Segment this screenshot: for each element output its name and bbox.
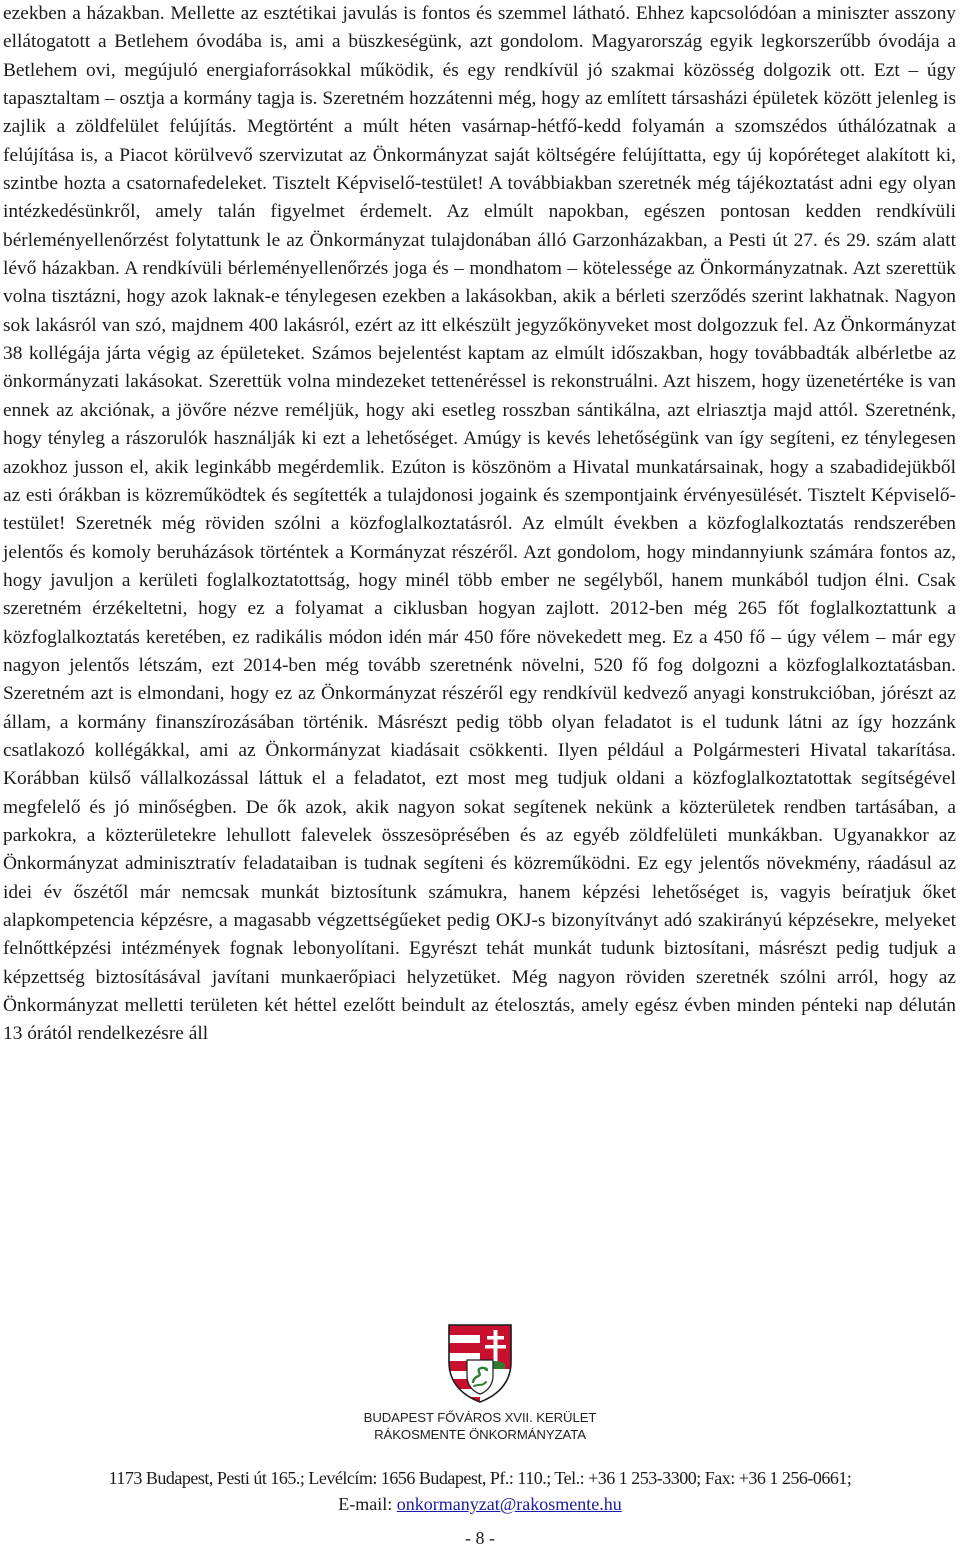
organization-name-line-2: RÁKOSMENTE ÖNKORMÁNYZATA [374,1427,586,1442]
body-text [3,0,956,1049]
email-link[interactable]: onkormanyzat@rakosmente.hu [396,1494,622,1514]
contact-email-line [0,1491,960,1517]
page-footer [0,1322,960,1550]
email-label: E-mail: [338,1494,397,1514]
organization-name-line-1: BUDAPEST FŐVÁROS XVII. KERÜLET [363,1410,597,1425]
coat-of-arms-icon [446,1322,514,1404]
contact-address: 1173 Budapest, Pesti út 165.; Levélcím: 1656 Budapest, Pf.: 110.; Tel.: +36 1 253-3300; Fax: +36 1 256-0661; [108,1468,852,1488]
body-paragraph: ezekben a házakban. Mellette az esztétikai javulás is fontos és szemmel látható. Ehhez kapcsolódóan a miniszter asszony ellátogatott a Betlehem óvodába is, ami a büszkeségünk, azt gondolom. Magyarország egyik legkorszerűbb óvodája a Betlehem ovi, megújuló energiaforrásokkal működik, és egy rendkívül jó szakmai közösség dolgozik ott. Ezt – úgy tapasztaltam – osztja a kormány tagja is. Szeretném hozzátenni még, hogy az említett társasházi épületek között jelenleg is zajlik a zöldfelület felújítás. Megtörtént a múlt héten vasárnap-hétfő-kedd folyamán a szomszédos úthálózatnak a felújítása is, a Piacot körülvevő szervizutat az Önkormányzat saját költségére felújíttatta, egy új kopóréteget alakított ki, szintbe hozta a csatornafedeleket. Tisztelt Képviselő-testület! A továbbiakban szeretnék még tájékoztatást adni egy olyan intézkedésünkről, amely talán figyelmet érdemelt. Az elmúlt napokban, egészen pontosan kedden rendkívüli bérleményellenőrzést folytattunk le az Önkormányzat tulajdonában álló Garzonházakban, a Pesti út 27. és 29. szám alatt lévő házakban. A rendkívüli bérleményellenőrzés joga és – mondhatom – kötelessége az Önkormányzatnak. Azt szerettük volna tisztázni, hogy azok laknak-e ténylegesen ezekben a lakásokban, akik a bérleti szerződés szerint lakhatnak. Nagyon sok lakásról van szó, majdnem 400 lakásról, ezért az itt elkészült jegyzőkönyveket most dolgozzuk fel. Az Önkormányzat 38 kollégája járta végig az épületeket. Számos bejelentést kaptam az elmúlt időszakban, hogy továbbadták albérletbe az önkormányzati lakásokat. Szerettük volna mindezeket tettenéréssel is rekonstruálni. Azt hiszem, hogy üzenetértéke is van ennek az akciónak, a jövőre nézve reméljük, hogy aki esetleg rosszban sántikálna, azt elriasztja majd attól. Szeretnénk, hogy tényleg a rászorulók használják ki ezt a lehetőséget. Amúgy is kevés lehetőségünk van így segíteni, ez ténylegesen azokhoz jusson el, akik leginkább megérdemlik. Ezúton is köszönöm a Hivatal munkatársainak, hogy a szabadidejükből az esti órákban is közreműködtek és segítették a tulajdonosi jogaink és szempontjaink érvényesülését. Tisztelt Képviselő-testület! Szeretnék még röviden szólni a közfoglalkoztatásról. Az elmúlt években a közfoglalkoztatás rendszerében jelentős és komoly beruházások történtek a Kormányzat részéről. Azt gondolom, hogy mindannyiunk számára fontos az, hogy javuljon a kerületi foglalkoztatottság, hogy minél több ember ne segélyből, hanem munkából tudjon élni. Csak szeretném érzékeltetni, hogy ez a folyamat a ciklusban hogyan zajlott. 2012-ben még 265 főt foglalkoztattunk a közfoglalkoztatás keretében, ez radikális módon idén már 450 főre növekedett meg. Ez a 450 fő – úgy vélem – már egy nagyon jelentős létszám, ezt 2014-ben még tovább szeretnénk növelni, 520 fő fog dolgozni a közfoglalkoztatásban. Szeretném azt is elmondani, hogy ez az Önkormányzat részéről egy rendkívül kedvező anyagi konstrukcióban, jórészt az állam, a kormány finanszírozásában történik. Másrészt pedig több olyan feladatot is el tudunk látni az így hozzánk csatlakozó kollégákkal, ami az Önkormányzat kiadásait csökkenti. Ilyen például a Polgármesteri Hivatal takarítása. Korábban külső vállalkozással láttuk el a feladatot, ezt most meg tudjuk oldani a közfoglalkoztatottak segítségével megfelelő és jó minőségben. De ők azok, akik nagyon sokat segítenek nekünk a közterületek rendben tartásában, a parkokra, a közterületekre lehullott falevelek összesöprésében és az egyéb zöldfelületi munkákban. Ugyanakkor az Önkormányzat adminisztratív feladataiban is tudnak segíteni és közreműködni. Ez egy jelentős növekmény, ráadásul az idei év őszétől már nemcsak munkát biztosítunk számukra, hanem képzési lehetőséget is, vagyis beíratjuk őket alapkompetencia képzésre, a magasabb végzettségűeket pedig OKJ-s bizonyítványt adó szakirányú képzésekre, melyeket felnőttképzési intézmények fognak lebonyolítani. Egyrészt tehát munkát tudunk biztosítani, másrészt pedig tudjuk a képzettség biztosításával javítani munkaerőpiaci helyzetüket. Még nagyon röviden szeretnék szólni arról, hogy az Önkormányzat melletti területen két héttel ezelőtt beindult az ételosztás, amely egész évben minden pénteki nap délután 13 órától rendelkezésre áll [3,3,956,1045]
page-number: - 8 - [465,1528,495,1548]
